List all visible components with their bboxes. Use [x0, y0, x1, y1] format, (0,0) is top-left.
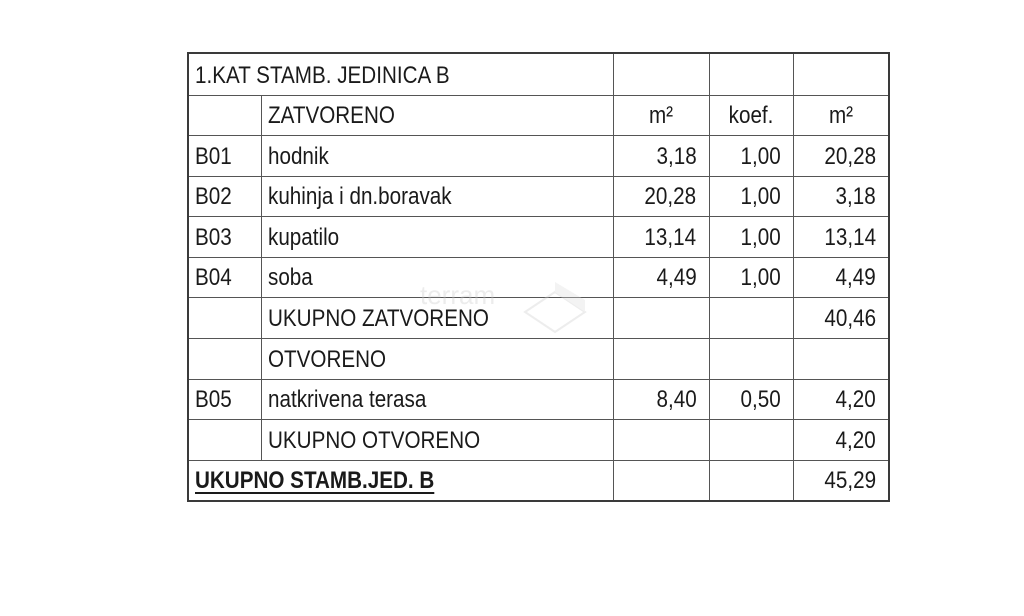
section-open-label: OTVORENO: [261, 339, 613, 380]
room-area: 13,14: [613, 217, 709, 258]
room-code: B05: [188, 379, 261, 420]
grand-total-value: 45,29: [793, 460, 889, 501]
table-title: 1.KAT STAMB. JEDINICA B: [188, 53, 613, 95]
room-area: 3,18: [613, 136, 709, 177]
closed-total-value: 40,46: [793, 298, 889, 339]
room-area: 4,49: [613, 257, 709, 298]
grand-total-row: [188, 460, 889, 501]
section-closed-label: ZATVORENO: [261, 95, 613, 136]
room-code: B01: [188, 136, 261, 177]
table-row: [188, 217, 889, 258]
area-table: [187, 52, 890, 502]
room-code: B04: [188, 257, 261, 298]
room-name: kuhinja i dn.boravak: [261, 176, 613, 217]
area-table-container: [187, 52, 890, 502]
open-total-row: [188, 420, 889, 461]
room-coef: 0,50: [709, 379, 793, 420]
room-total: 20,28: [793, 136, 889, 177]
open-section-row: [188, 339, 889, 380]
table-row: [188, 379, 889, 420]
open-total-value: 4,20: [793, 420, 889, 461]
room-code: B02: [188, 176, 261, 217]
column-header-area: m²: [613, 95, 709, 136]
room-coef: 1,00: [709, 257, 793, 298]
table-row: [188, 257, 889, 298]
room-name: natkrivena terasa: [261, 379, 613, 420]
room-coef: 1,00: [709, 176, 793, 217]
table-row: [188, 136, 889, 177]
room-total: 4,49: [793, 257, 889, 298]
grand-total-label: UKUPNO STAMB.JED. B: [188, 460, 613, 501]
open-total-label: UKUPNO OTVORENO: [261, 420, 613, 461]
room-name: soba: [261, 257, 613, 298]
room-total: 3,18: [793, 176, 889, 217]
column-header-total: m²: [793, 95, 889, 136]
room-area: 8,40: [613, 379, 709, 420]
table-row: [188, 176, 889, 217]
room-total: 13,14: [793, 217, 889, 258]
closed-total-label: UKUPNO ZATVORENO: [261, 298, 613, 339]
room-total: 4,20: [793, 379, 889, 420]
closed-total-row: [188, 298, 889, 339]
room-coef: 1,00: [709, 217, 793, 258]
watermark-text: terram: [420, 280, 496, 310]
room-code: B03: [188, 217, 261, 258]
header-row: [188, 95, 889, 136]
room-name: kupatilo: [261, 217, 613, 258]
room-coef: 1,00: [709, 136, 793, 177]
room-name: hodnik: [261, 136, 613, 177]
title-row: [188, 53, 889, 95]
room-area: 20,28: [613, 176, 709, 217]
column-header-coef: koef.: [709, 95, 793, 136]
